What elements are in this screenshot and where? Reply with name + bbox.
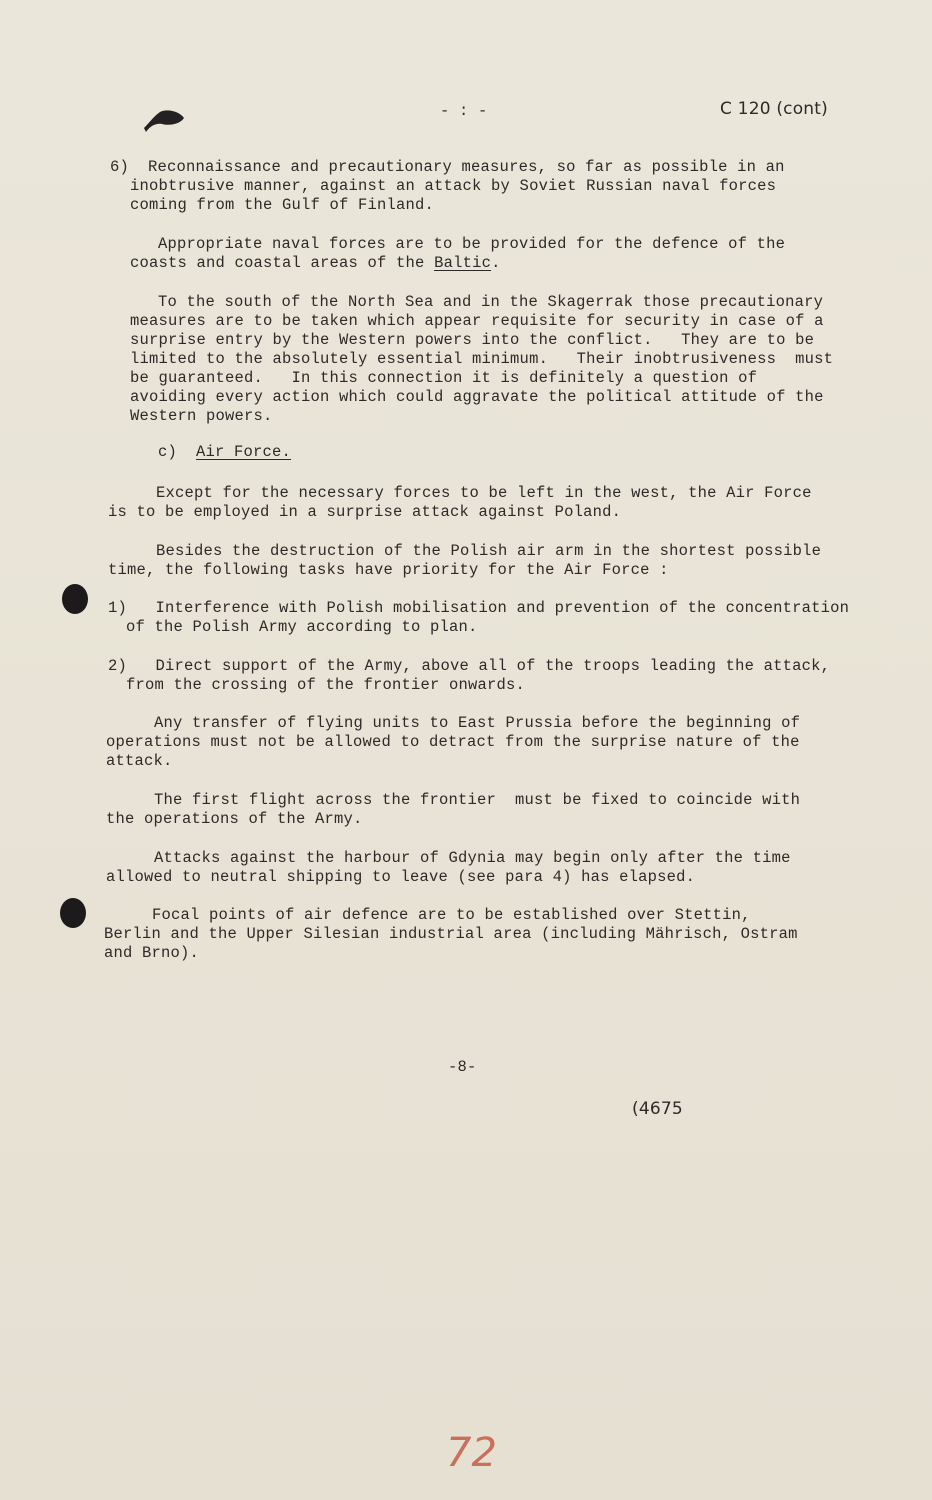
task-1-line-2: of the Polish Army according to plan. [126,618,478,636]
northsea-line-4: limited to the absolutely essential minimum. Their inobtrusiveness must [130,350,834,368]
gdynia-line-1: Attacks against the harbour of Gdynia may begin only after the time [154,849,791,867]
handwritten-reference: (4675 [632,1099,683,1119]
page-number: -8- [448,1058,477,1076]
para-6-line-3: coming from the Gulf of Finland. [130,196,435,214]
para-6-line-1: 6) Reconnaissance and precautionary measures, so far as possible in an [110,158,785,176]
task-1-line-1: 1) Interference with Polish mobilisation and prevention of the concentration [108,599,850,617]
document-reference: C 120 (cont) [720,99,828,119]
binder-hole-top [62,584,88,614]
ink-blot-icon [140,104,186,134]
transfer-line-3: attack. [106,752,173,770]
northsea-line-7: Western powers. [130,407,273,425]
besides-line-1: Besides the destruction of the Polish air arm in the shortest possible [156,542,822,560]
transfer-line-2: operations must not be allowed to detract from the surprise nature of the [106,733,800,751]
northsea-line-2: measures are to be taken which appear requisite for security in case of a [130,312,824,330]
binder-hole-bottom [60,898,86,928]
northsea-line-1: To the south of the North Sea and in the Skagerrak those precautionary [158,293,824,311]
flight-line-2: the operations of the Army. [106,810,363,828]
header-dash: - : - [440,102,488,120]
gdynia-line-2: allowed to neutral shipping to leave (see para 4) has elapsed. [106,868,696,886]
para-6-line-2: inobtrusive manner, against an attack by Soviet Russian naval forces [130,177,777,195]
except-line-2: is to be employed in a surprise attack against Poland. [108,503,622,521]
focal-line-3: and Brno). [104,944,200,962]
focal-line-1: Focal points of air defence are to be established over Stettin, [152,906,751,924]
naval-para-line-1: Appropriate naval forces are to be provided for the defence of the [158,235,786,253]
air-force-title: Air Force. [196,443,292,461]
archive-folio-number: 72 [446,1430,497,1476]
baltic-underlined: Baltic [434,254,492,272]
besides-line-2: time, the following tasks have priority for the Air Force : [108,561,669,579]
focal-line-2: Berlin and the Upper Silesian industrial area (including Mährisch, Ostram [104,925,798,943]
transfer-line-1: Any transfer of flying units to East Prussia before the beginning of [154,714,801,732]
except-line-1: Except for the necessary forces to be left in the west, the Air Force [156,484,812,502]
northsea-line-5: be guaranteed. In this connection it is definitely a question of [130,369,758,387]
naval-para-line-2: coasts and coastal areas of the Baltic. [130,254,501,272]
task-2-line-1: 2) Direct support of the Army, above all of the troops leading the attack, [108,657,831,675]
northsea-line-6: avoiding every action which could aggravate the political attitude of the [130,388,824,406]
northsea-line-3: surprise entry by the Western powers into the conflict. They are to be [130,331,815,349]
task-2-line-2: from the crossing of the frontier onwards. [126,676,526,694]
section-c-heading: c) Air Force. [158,443,292,461]
flight-line-1: The first flight across the frontier must be fixed to coincide with [154,791,801,809]
